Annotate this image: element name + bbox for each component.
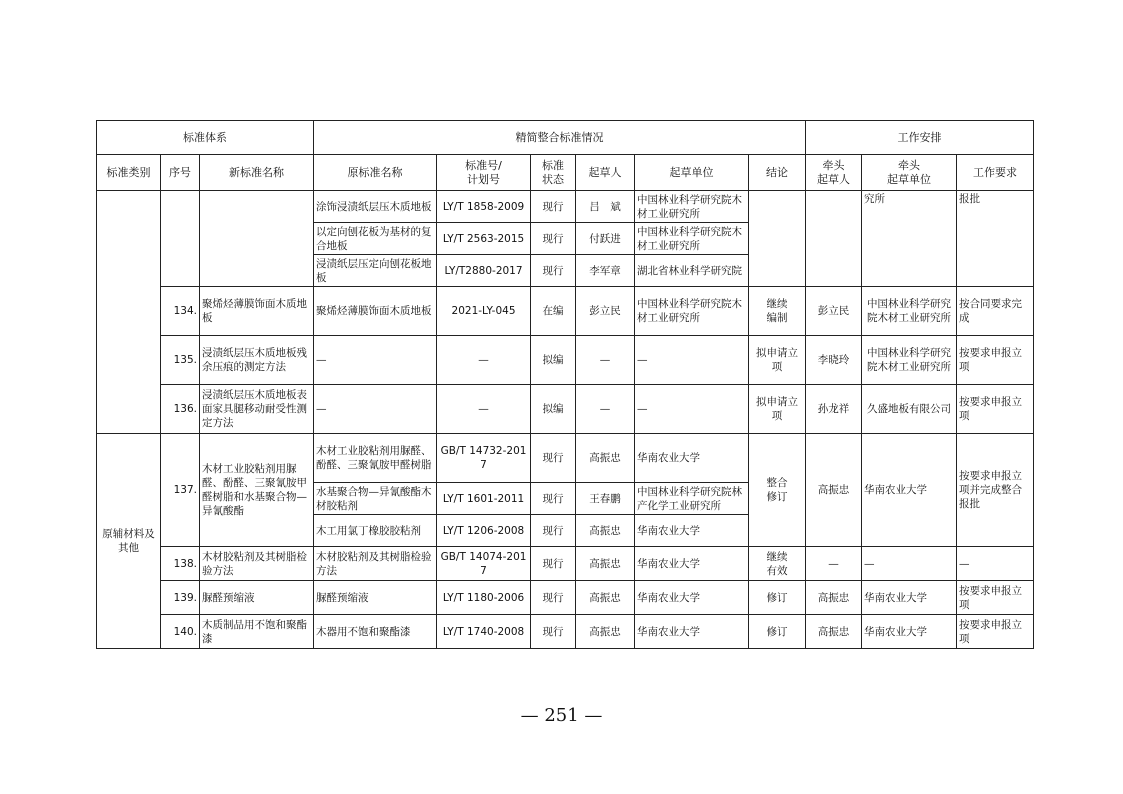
new-name-cell: 浸渍纸层压木质地板表面家具腿移动耐受性测定方法 xyxy=(200,385,314,434)
new-name-cell: 木材工业胶粘剂用脲醛、酚醛、三聚氰胺甲醛树脂和水基聚合物—异氰酸酯 xyxy=(200,434,314,547)
conclusion-cell: 继续 有效 xyxy=(749,547,806,581)
req-cell: 按要求申报立项 xyxy=(957,336,1034,385)
lead-unit-cell: — xyxy=(862,547,957,581)
col-drafter: 起草人 xyxy=(576,155,635,191)
new-name-cell xyxy=(200,191,314,287)
state-cell: 现行 xyxy=(531,434,576,483)
table-row xyxy=(97,287,1034,336)
req-cell: 按要求申报立项 xyxy=(957,581,1034,615)
orig-name-cell: 浸渍纸层压定向刨花板地板 xyxy=(314,255,437,287)
col-no: 序号 xyxy=(161,155,200,191)
lead-unit-cell: 华南农业大学 xyxy=(862,615,957,649)
req-cell: — xyxy=(957,547,1034,581)
std-no-cell: LY/T 2563-2015 xyxy=(437,223,531,255)
col-req: 工作要求 xyxy=(957,155,1034,191)
table-row xyxy=(97,615,1034,649)
col-lead-unit: 牵头 起草单位 xyxy=(862,155,957,191)
no-cell: 137. xyxy=(161,434,200,547)
col-lead: 牵头 起草人 xyxy=(806,155,862,191)
no-cell: 136. xyxy=(161,385,200,434)
orig-name-cell: 水基聚合物—异氰酸酯木材胶粘剂 xyxy=(314,483,437,515)
table-row xyxy=(97,191,1034,223)
std-no-cell: 2021-LY-045 xyxy=(437,287,531,336)
col-std-no: 标准号/ 计划号 xyxy=(437,155,531,191)
standards-table xyxy=(96,120,1034,649)
new-name-cell: 浸渍纸层压木质地板残余压痕的测定方法 xyxy=(200,336,314,385)
std-no-cell: LY/T 1740-2008 xyxy=(437,615,531,649)
req-cell: 按要求申报立项并完成整合报批 xyxy=(957,434,1034,547)
lead-cell: 高振忠 xyxy=(806,581,862,615)
drafter-cell: 高振忠 xyxy=(576,515,635,547)
unit-cell: 湖北省林业科学研究院 xyxy=(635,255,749,287)
no-cell: 140. xyxy=(161,615,200,649)
lead-cell: — xyxy=(806,547,862,581)
drafter-cell: 高振忠 xyxy=(576,615,635,649)
group-status: 精简整合标准情况 xyxy=(314,121,806,155)
state-cell: 拟编 xyxy=(531,385,576,434)
orig-name-cell: 以定向刨花板为基材的复合地板 xyxy=(314,223,437,255)
lead-cell: 彭立民 xyxy=(806,287,862,336)
state-cell: 现行 xyxy=(531,515,576,547)
lead-unit-cell: 华南农业大学 xyxy=(862,434,957,547)
drafter-cell: 高振忠 xyxy=(576,434,635,483)
col-unit: 起草单位 xyxy=(635,155,749,191)
state-cell: 现行 xyxy=(531,581,576,615)
req-cell: 按要求申报立项 xyxy=(957,385,1034,434)
orig-name-cell: 木工用氯丁橡胶胶粘剂 xyxy=(314,515,437,547)
conclusion-cell: 继续 编制 xyxy=(749,287,806,336)
drafter-cell: 高振忠 xyxy=(576,547,635,581)
conclusion-cell: 修订 xyxy=(749,581,806,615)
unit-cell: 华南农业大学 xyxy=(635,615,749,649)
col-state: 标准 状态 xyxy=(531,155,576,191)
group-system: 标准体系 xyxy=(97,121,314,155)
state-cell: 现行 xyxy=(531,191,576,223)
col-new-name: 新标准名称 xyxy=(200,155,314,191)
table-row xyxy=(97,385,1034,434)
conclusion-cell: 整合 修订 xyxy=(749,434,806,547)
std-no-cell: — xyxy=(437,385,531,434)
category-cell xyxy=(97,191,161,434)
col-category: 标准类别 xyxy=(97,155,161,191)
lead-cell: 李晓玲 xyxy=(806,336,862,385)
state-cell: 现行 xyxy=(531,483,576,515)
state-cell: 在编 xyxy=(531,287,576,336)
new-name-cell: 木材胶粘剂及其树脂检验方法 xyxy=(200,547,314,581)
drafter-cell: 吕 斌 xyxy=(576,191,635,223)
unit-cell: 中国林业科学研究院木材工业研究所 xyxy=(635,223,749,255)
no-cell: 139. xyxy=(161,581,200,615)
unit-cell: — xyxy=(635,385,749,434)
state-cell: 现行 xyxy=(531,223,576,255)
lead-cell: 高振忠 xyxy=(806,615,862,649)
state-cell: 拟编 xyxy=(531,336,576,385)
category-cell: 原辅材料及其他 xyxy=(97,434,161,649)
unit-cell: 华南农业大学 xyxy=(635,434,749,483)
state-cell: 现行 xyxy=(531,615,576,649)
unit-cell: — xyxy=(635,336,749,385)
table-row xyxy=(97,581,1034,615)
drafter-cell: 高振忠 xyxy=(576,581,635,615)
col-orig-name: 原标准名称 xyxy=(314,155,437,191)
col-conclusion: 结论 xyxy=(749,155,806,191)
lead-cell: 高振忠 xyxy=(806,434,862,547)
orig-name-cell: 木材工业胶粘剂用脲醛、酚醛、三聚氰胺甲醛树脂 xyxy=(314,434,437,483)
state-cell: 现行 xyxy=(531,255,576,287)
drafter-cell: 付跃进 xyxy=(576,223,635,255)
std-no-cell: LY/T 1858-2009 xyxy=(437,191,531,223)
req-cell: 按要求申报立项 xyxy=(957,615,1034,649)
lead-unit-cell: 久盛地板有限公司 xyxy=(862,385,957,434)
req-cell: 报批 xyxy=(957,191,1034,287)
lead-cell: 孙龙祥 xyxy=(806,385,862,434)
std-no-cell: LY/T 1601-2011 xyxy=(437,483,531,515)
drafter-cell: — xyxy=(576,336,635,385)
unit-cell: 华南农业大学 xyxy=(635,515,749,547)
lead-cell xyxy=(806,191,862,287)
orig-name-cell: 聚烯烃薄膜饰面木质地板 xyxy=(314,287,437,336)
table-row xyxy=(97,547,1034,581)
std-no-cell: GB/T 14732-2017 xyxy=(437,434,531,483)
conclusion-cell xyxy=(749,191,806,287)
drafter-cell: — xyxy=(576,385,635,434)
orig-name-cell: — xyxy=(314,385,437,434)
unit-cell: 华南农业大学 xyxy=(635,547,749,581)
unit-cell: 中国林业科学研究院林产化学工业研究所 xyxy=(635,483,749,515)
orig-name-cell: 涂饰浸渍纸层压木质地板 xyxy=(314,191,437,223)
page-number: — 251 — xyxy=(520,705,603,726)
req-cell: 按合同要求完成 xyxy=(957,287,1034,336)
unit-cell: 中国林业科学研究院木材工业研究所 xyxy=(635,287,749,336)
group-work: 工作安排 xyxy=(806,121,1034,155)
orig-name-cell: — xyxy=(314,336,437,385)
std-no-cell: LY/T2880-2017 xyxy=(437,255,531,287)
lead-unit-cell: 中国林业科学研究院木材工业研究所 xyxy=(862,336,957,385)
table-row xyxy=(97,434,1034,483)
std-no-cell: LY/T 1180-2006 xyxy=(437,581,531,615)
state-cell: 现行 xyxy=(531,547,576,581)
new-name-cell: 聚烯烃薄膜饰面木质地板 xyxy=(200,287,314,336)
lead-unit-cell: 中国林业科学研究院木材工业研究所 xyxy=(862,287,957,336)
std-no-cell: LY/T 1206-2008 xyxy=(437,515,531,547)
orig-name-cell: 木材胶粘剂及其树脂检验方法 xyxy=(314,547,437,581)
std-no-cell: — xyxy=(437,336,531,385)
table-row xyxy=(97,336,1034,385)
conclusion-cell: 拟申请立项 xyxy=(749,336,806,385)
drafter-cell: 李军章 xyxy=(576,255,635,287)
no-cell xyxy=(161,191,200,287)
std-no-cell: GB/T 14074-2017 xyxy=(437,547,531,581)
lead-unit-cell: 华南农业大学 xyxy=(862,581,957,615)
orig-name-cell: 木器用不饱和聚酯漆 xyxy=(314,615,437,649)
drafter-cell: 彭立民 xyxy=(576,287,635,336)
lead-unit-cell: 究所 xyxy=(862,191,957,287)
no-cell: 138. xyxy=(161,547,200,581)
new-name-cell: 脲醛预缩液 xyxy=(200,581,314,615)
no-cell: 134. xyxy=(161,287,200,336)
drafter-cell: 王春鹏 xyxy=(576,483,635,515)
unit-cell: 华南农业大学 xyxy=(635,581,749,615)
new-name-cell: 木质制品用不饱和聚酯漆 xyxy=(200,615,314,649)
conclusion-cell: 拟申请立项 xyxy=(749,385,806,434)
conclusion-cell: 修订 xyxy=(749,615,806,649)
orig-name-cell: 脲醛预缩液 xyxy=(314,581,437,615)
unit-cell: 中国林业科学研究院木材工业研究所 xyxy=(635,191,749,223)
no-cell: 135. xyxy=(161,336,200,385)
